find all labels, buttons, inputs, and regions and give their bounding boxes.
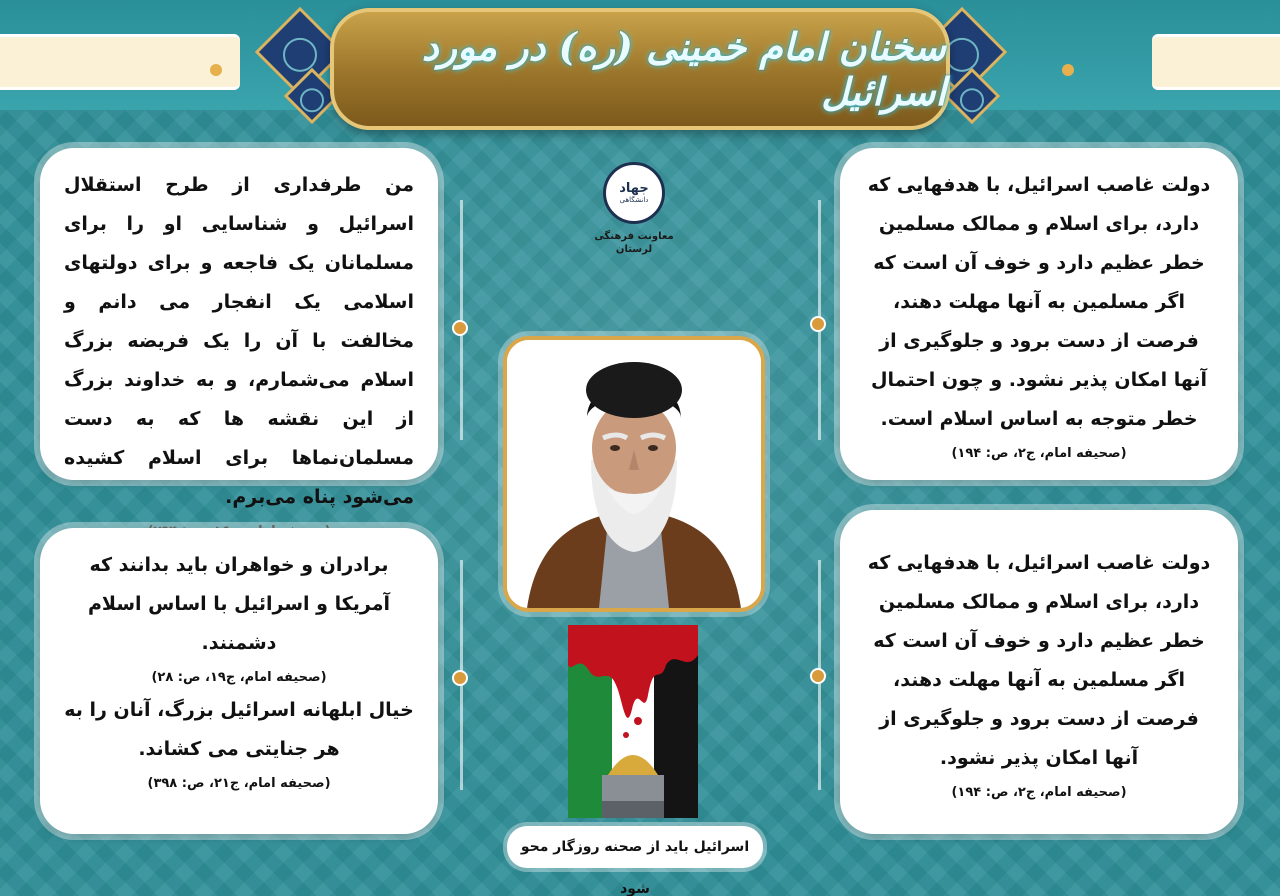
quote-text: دولت غاصب اسرائیل، با هدفهایی که دارد، برای اسلام و ممالک مسلمین خطر عظیم دارد و خوف آن است که اگر مسلمین به آنها مهلت دهند، فرصت از دست برود و جلوگیری از آنها امکان پذیر نشود. و چون احتمال خطر متوجه به اساس اسلام است. (867, 174, 1211, 430)
quote-text: من طرفداری از طرح استقلال اسرائیل و شناسایی او را برای مسلمانان یک فاجعه و برای دولتهای اسلامی یک انفجار می دانم و مخالفت با آن را یک فریضه بزرگ اسلام می‌شمارم، و به خداوند بزرگ از این نقشه ها که به دست مسلمان‌نماها برای اسلام کشیده می‌شود پناه می‌برم. (64, 174, 414, 508)
logo-subname: دانشگاهی (619, 196, 649, 204)
quote-card-bottom-left (40, 528, 438, 834)
portrait-image (507, 340, 761, 608)
logo-caption-line2: لرستان (615, 244, 653, 255)
quote-source: (صحیفه امام، ج۲۱، ص: ۳۹۸) (147, 776, 331, 791)
logo-caption-line1: معاونت فرهنگی (594, 231, 674, 242)
quote-text: دولت غاصب اسرائیل، با هدفهایی که دارد، برای اسلام و ممالک مسلمین خطر عظیم دارد و خوف آن است که اگر مسلمین به آنها مهلت دهند، فرصت از دست برود و جلوگیری از آنها امکان پذیر نشود. (867, 552, 1211, 769)
organization-logo (588, 162, 680, 280)
logo-name: جهاد (619, 181, 649, 196)
ornament-dot (210, 64, 222, 76)
page-title: سخنان امام خمینی (ره) در مورد اسرائیل (421, 24, 946, 114)
palestine-flag-poster (568, 625, 698, 818)
header-stripe-left (0, 34, 240, 90)
connector-dot (452, 320, 468, 336)
connector-dot (452, 670, 468, 686)
connector-dot (810, 668, 826, 684)
header-stripe-right (1152, 34, 1280, 90)
title-plaque (330, 8, 950, 130)
quote-source: (صحیفه امام، ج۲، ص: ۱۹۴) (951, 785, 1127, 800)
jahad-emblem-icon (603, 162, 665, 224)
quote-source: (صحیفه امام، ج۱۹، ص: ۲۸) (151, 670, 327, 685)
connector-dot (810, 316, 826, 332)
quote-text: خیال ابلهانه اسرائیل بزرگ، آنان را به هر جنایتی می کشاند. (64, 699, 414, 760)
palestine-flag-icon (568, 625, 698, 818)
quote-card-top-left (40, 148, 438, 508)
quote-card-top-right (840, 148, 1238, 480)
quote-card-bottom-right (840, 510, 1238, 834)
quote-text: برادران و خواهران باید بدانند که آمریکا و اسرائیل با اساس اسلام دشمنند. (87, 554, 391, 654)
flag-caption: اسرائیل باید از صحنه روزگار محو شود (507, 826, 763, 868)
portrait-frame (503, 336, 765, 612)
ornament-dot (1062, 64, 1074, 76)
quote-source: (صحیفه امام، ج۲، ص: ۱۹۴) (951, 446, 1127, 461)
